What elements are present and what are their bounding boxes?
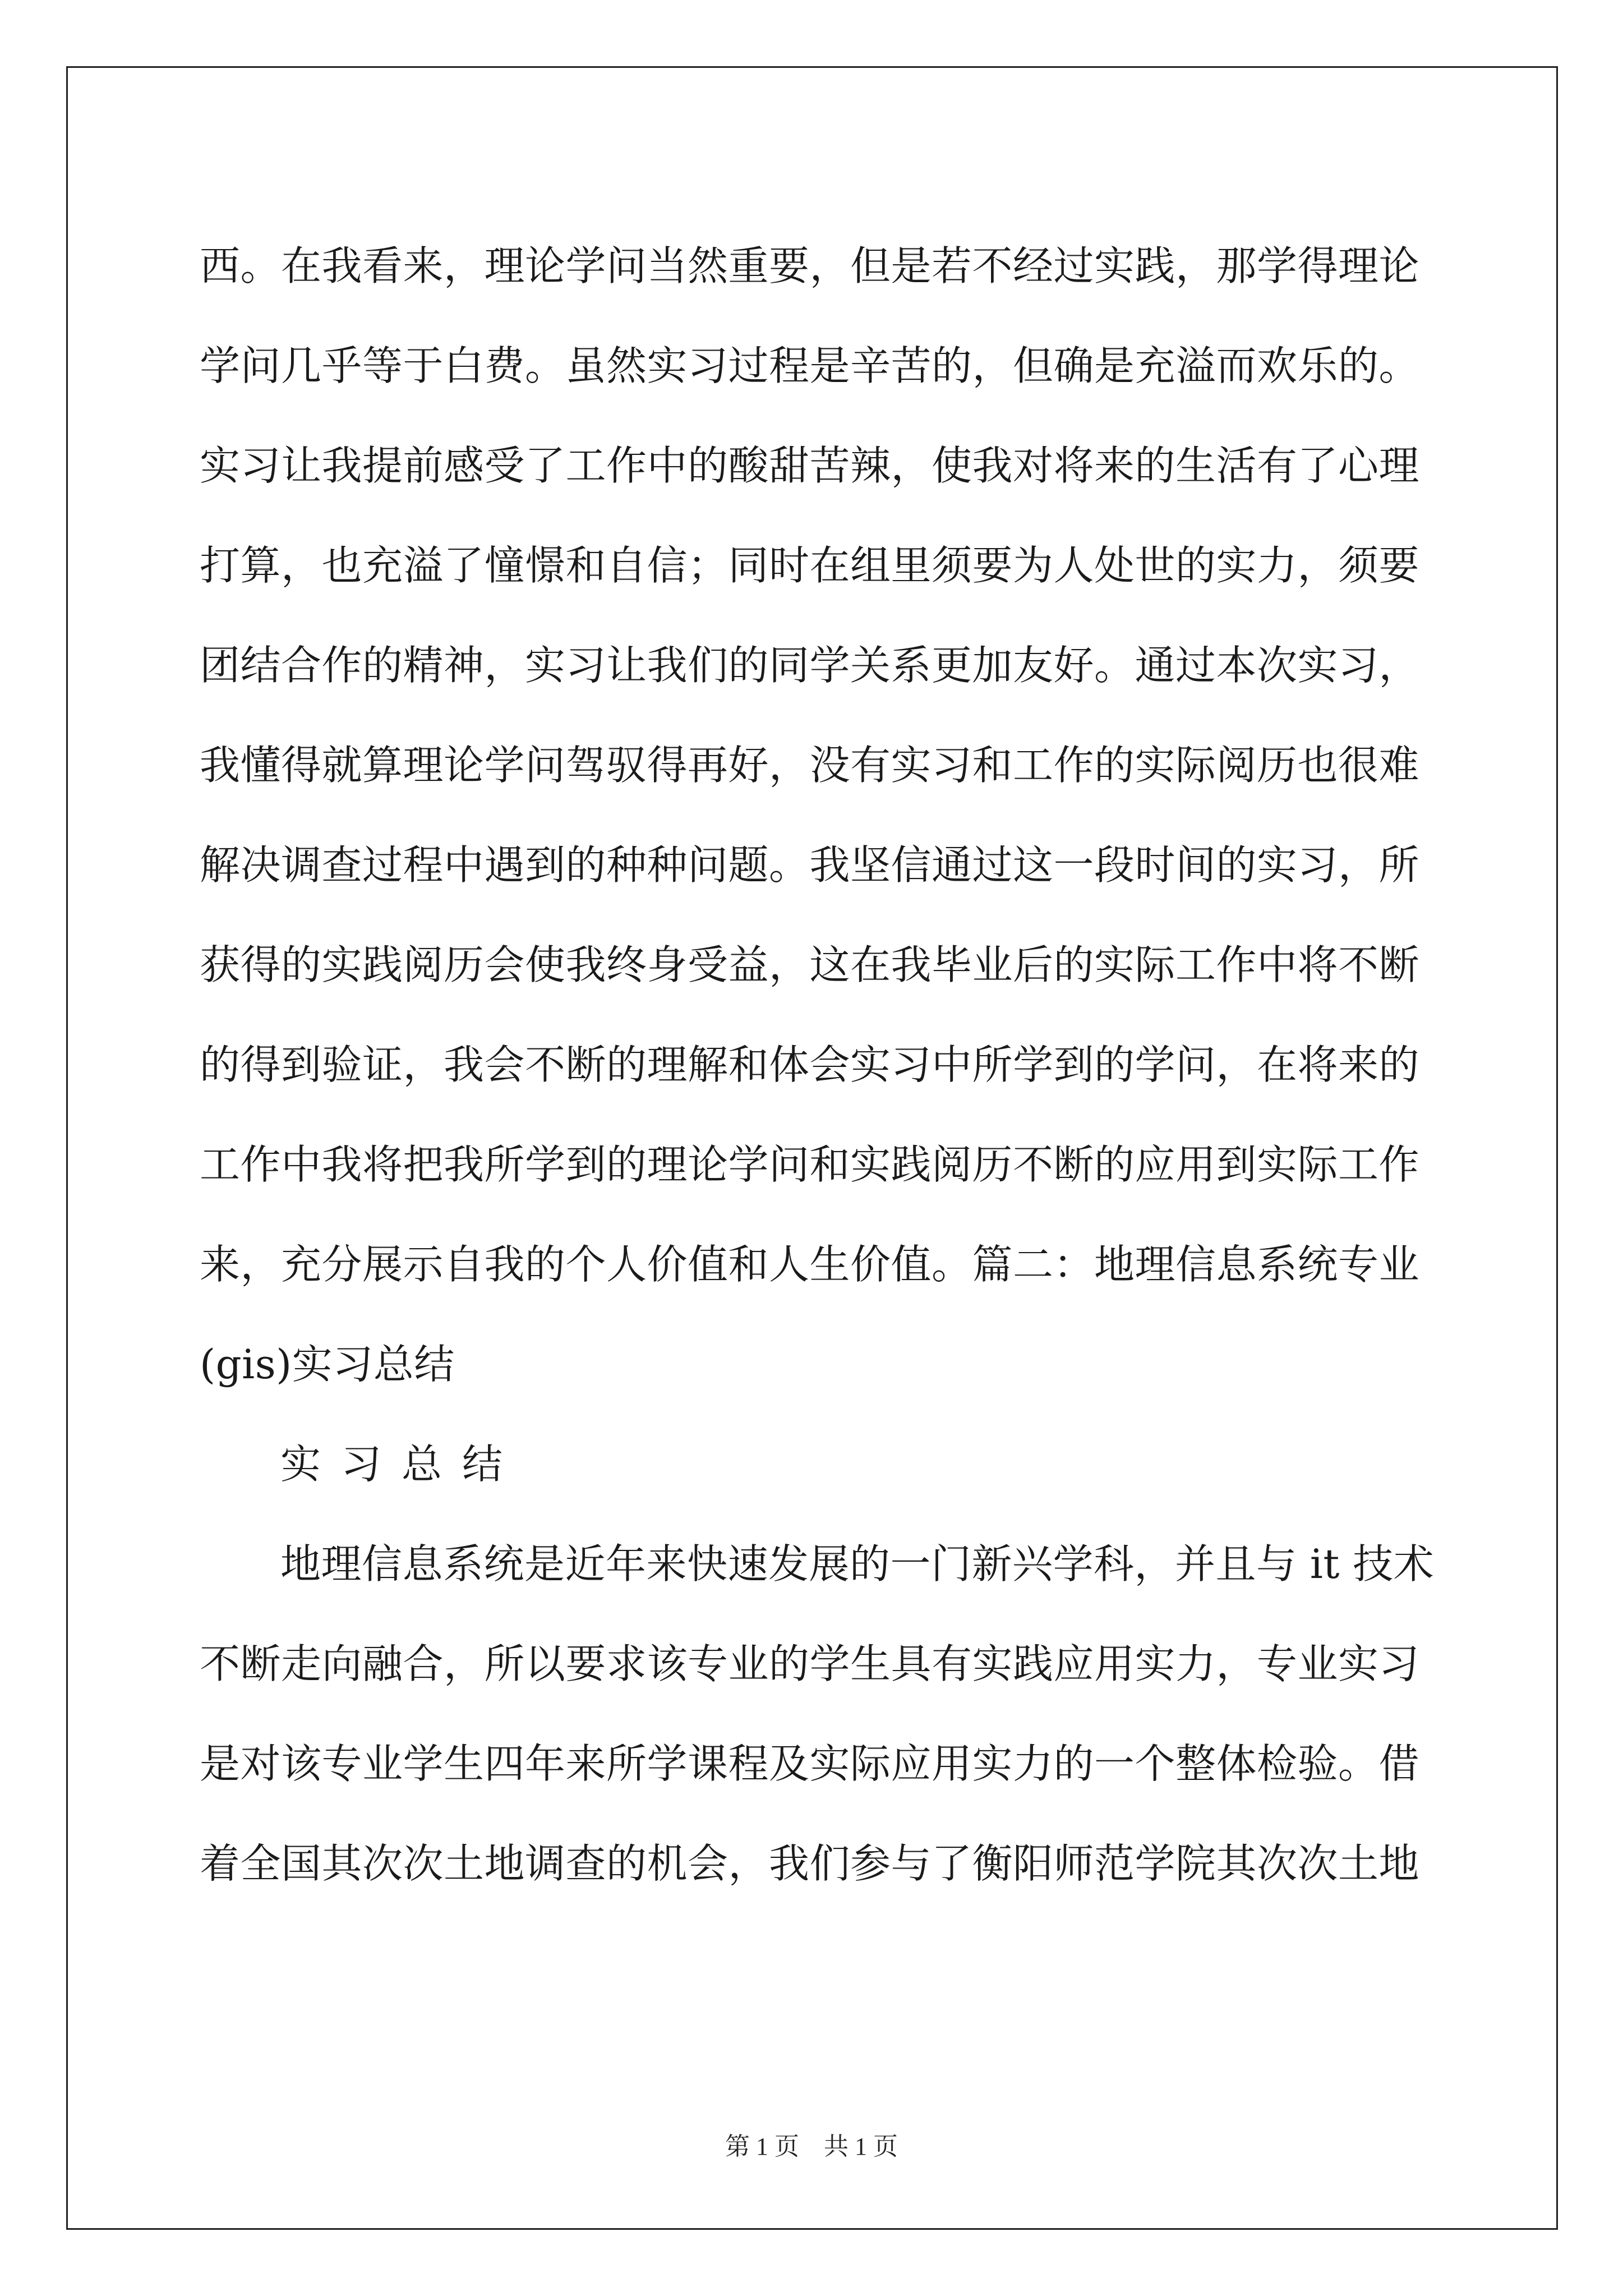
text-line: 我懂得就算理论学问驾驭得再好，没有实习和工作的实际阅历也很难: [200, 742, 1420, 789]
text-line: 解决调查过程中遇到的种种问题。我坚信通过这一段时间的实习，所: [200, 841, 1420, 889]
text-line: 的得到验证，我会不断的理解和体会实习中所学到的学问，在将来的: [200, 1041, 1420, 1088]
section-heading: 实习总结: [280, 1441, 523, 1488]
document-body: [200, 216, 1435, 1913]
text-line: 地理信息系统是近年来快速发展的一门新兴学科，并且与 it 技术: [280, 1540, 1435, 1588]
text-line: 打算，也充溢了憧憬和自信；同时在组里须要为人处世的实力，须要: [200, 542, 1420, 589]
text-line: 来，充分展示自我的个人价值和人生价值。篇二：地理信息系统专业: [200, 1241, 1420, 1288]
text-line: 团结合作的精神，实习让我们的同学关系更加友好。通过本次实习，: [200, 642, 1420, 689]
text-line: 不断走向融合，所以要求该专业的学生具有实践应用实力，专业实习: [200, 1640, 1420, 1687]
text-line: 获得的实践阅历会使我终身受益，这在我毕业后的实际工作中将不断: [200, 941, 1420, 988]
text-line: 着全国其次次土地调查的机会，我们参与了衡阳师范学院其次次土地: [200, 1840, 1420, 1887]
text-line: 实习让我提前感受了工作中的酸甜苦辣，使我对将来的生活有了心理: [200, 442, 1420, 489]
text-line: 工作中我将把我所学到的理论学问和实践阅历不断的应用到实际工作: [200, 1141, 1420, 1188]
text-line: 学问几乎等于白费。虽然实习过程是辛苦的，但确是充溢而欢乐的。: [200, 342, 1420, 389]
page-number-footer: 第 1 页 共 1 页: [725, 2133, 898, 2160]
text-line: 是对该专业学生四年来所学课程及实际应用实力的一个整体检验。借: [200, 1740, 1420, 1787]
text-line: 西。在我看来，理论学问当然重要，但是若不经过实践，那学得理论: [200, 242, 1420, 289]
text-line: (gis)实习总结: [200, 1341, 455, 1388]
